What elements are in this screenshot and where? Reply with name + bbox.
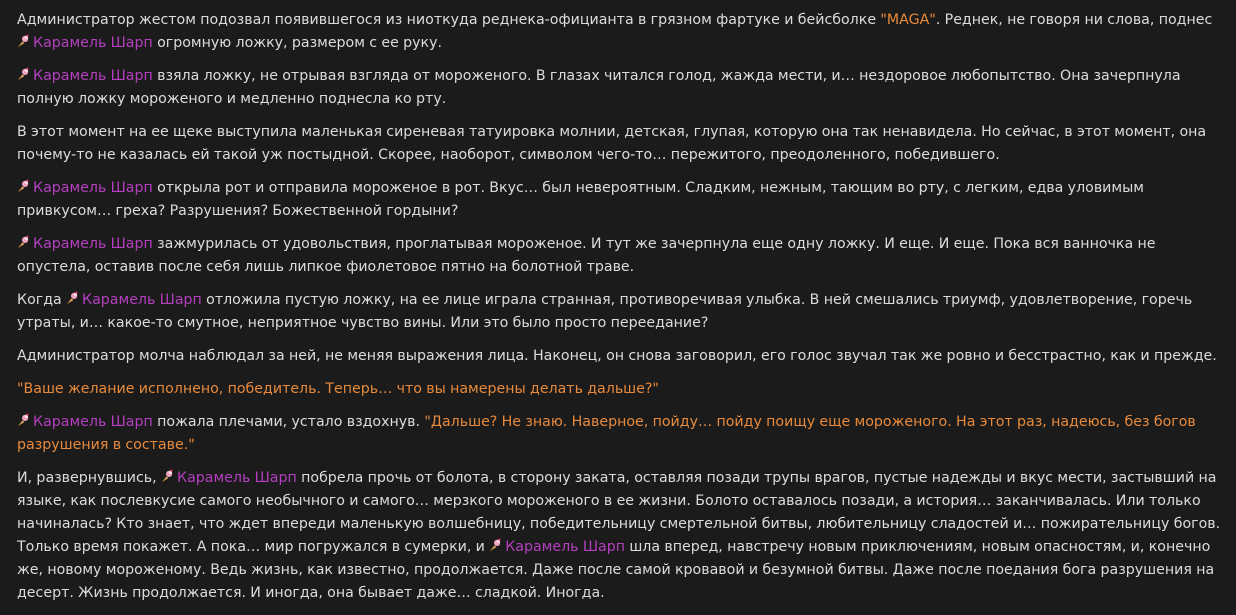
narration-text: . Реднек, не говоря ни слова, поднес (935, 12, 1213, 28)
character-name-label: Карамель Шарп (177, 470, 297, 486)
narration-text: шла вперед, навстречу новым приключениям, новым опасностям, и, конечно же, новому мороженому. Ведь жизнь, как известно, продолжается. Даже после самой кровавой и безумной битвы. Даже после поедания бога разрушения на десерт. Жизнь продолжается. И иногда, она бывает даже… сладкой. Иногда. (17, 539, 1215, 601)
character-name (17, 68, 153, 84)
narration-text: В этот момент на ее щеке выступила маленькая сиреневая татуировка молнии, детская, глупая, которую она так ненавидела. Но сейчас, в этот момент, она почему-то не казалась ей такой уж постыдной. Скорее, наоборот, символом чего-то… пережитого, преодоленного, победившего. (17, 124, 1207, 163)
character-name-label: Карамель Шарп (33, 180, 153, 196)
message-paragraph (17, 411, 1222, 457)
ice-cream-icon (17, 178, 29, 192)
character-name (17, 236, 153, 252)
message-paragraph (17, 233, 1222, 279)
message-paragraph (17, 467, 1222, 605)
ice-cream-icon (17, 66, 29, 80)
dialogue-quote: "Дальше? Не знаю. Наверное, пойду… пойду поищу еще мороженого. На этот раз, надеюсь, без богов разрушения в составе." (17, 414, 1196, 453)
narration-text: И, развернувшись, (17, 470, 161, 486)
dialogue-quote: "Ваше желание исполнено, победитель. Теперь… что вы намерены делать дальше?" (17, 381, 659, 397)
message-paragraph (17, 9, 1222, 55)
narration-text: Администратор молча наблюдал за ней, не меняя выражения лица. Наконец, он снова заговорил, его голос звучал так же ровно и бесстрастно, как и прежде. (17, 348, 1217, 364)
message-paragraph (17, 177, 1222, 223)
ice-cream-icon (17, 412, 29, 426)
chat-message-body (17, 9, 1222, 615)
narration-text: зажмурилась от удовольствия, проглатывая мороженое. И тут же зачерпнула еще одну ложку. И еще. И еще. Пока вся ванночка не опустела, оставив после себя лишь липкое фиолетовое пятно на болотной траве. (17, 236, 1156, 275)
character-name-label: Карамель Шарп (82, 292, 202, 308)
character-name (17, 180, 153, 196)
narration-text: пожала плечами, устало вздохнув. (152, 414, 425, 430)
character-name (161, 470, 297, 486)
dialogue-quote: "MAGA" (880, 12, 936, 28)
character-name (66, 292, 202, 308)
ice-cream-icon (66, 290, 78, 304)
message-paragraph (17, 65, 1222, 111)
ice-cream-icon (17, 234, 29, 248)
message-paragraph (17, 289, 1222, 335)
character-name (17, 35, 153, 51)
ice-cream-icon (489, 537, 501, 551)
character-name-label: Карамель Шарп (33, 35, 153, 51)
narration-text: взяла ложку, не отрывая взгляда от мороженого. В глазах читался голод, жажда мести, и… нездоровое любопытство. Она зачерпнула полную ложку мороженого и медленно поднесла ко рту. (17, 68, 1181, 107)
character-name (489, 539, 625, 555)
narration-text: Когда (17, 292, 67, 308)
ice-cream-icon (161, 468, 173, 482)
narration-text: огромную ложку, размером с ее руку. (152, 35, 442, 51)
message-paragraph (17, 378, 1222, 401)
character-name-label: Карамель Шарп (505, 539, 626, 555)
narration-text: отложила пустую ложку, на ее лице играла странная, противоречивая улыбка. В ней смешались триумф, удовлетворение, горечь утраты, и… какое-то смутное, неприятное чувство вины. Или это было просто переедание? (17, 292, 1193, 331)
character-name-label: Карамель Шарп (33, 236, 153, 252)
character-name-label: Карамель Шарп (33, 68, 153, 84)
ice-cream-icon (17, 33, 29, 47)
message-paragraph (17, 345, 1222, 368)
character-name (17, 414, 153, 430)
narration-text: открыла рот и отправила мороженое в рот. Вкус… был невероятным. Сладким, нежным, тающим во рту, с легким, едва уловимым привкусом… греха? Разрушения? Божественной гордыни? (17, 180, 1145, 219)
character-name-label: Карамель Шарп (33, 414, 153, 430)
narration-text: побрела прочь от болота, в сторону заката, оставляя позади трупы врагов, пустые надежды и вкус мести, застывший на языке, как послевкусие самого необычного и самого… мерзкого мороженого в ее жизни. Болото оставалось позади, а история… заканчивалась. Или только начиналась? Кто знает, что ждет впереди маленькую волшебницу, победительницу смертельной битвы, любительницу сладостей и… пожирательницу богов. Только время покажет. А пока… мир погружался в сумерки, и (17, 470, 1221, 555)
narration-text: Администратор жестом подозвал появившегося из ниоткуда реднека-официанта в грязном фартуке и бейсболке (17, 12, 881, 28)
message-paragraph (17, 121, 1222, 167)
